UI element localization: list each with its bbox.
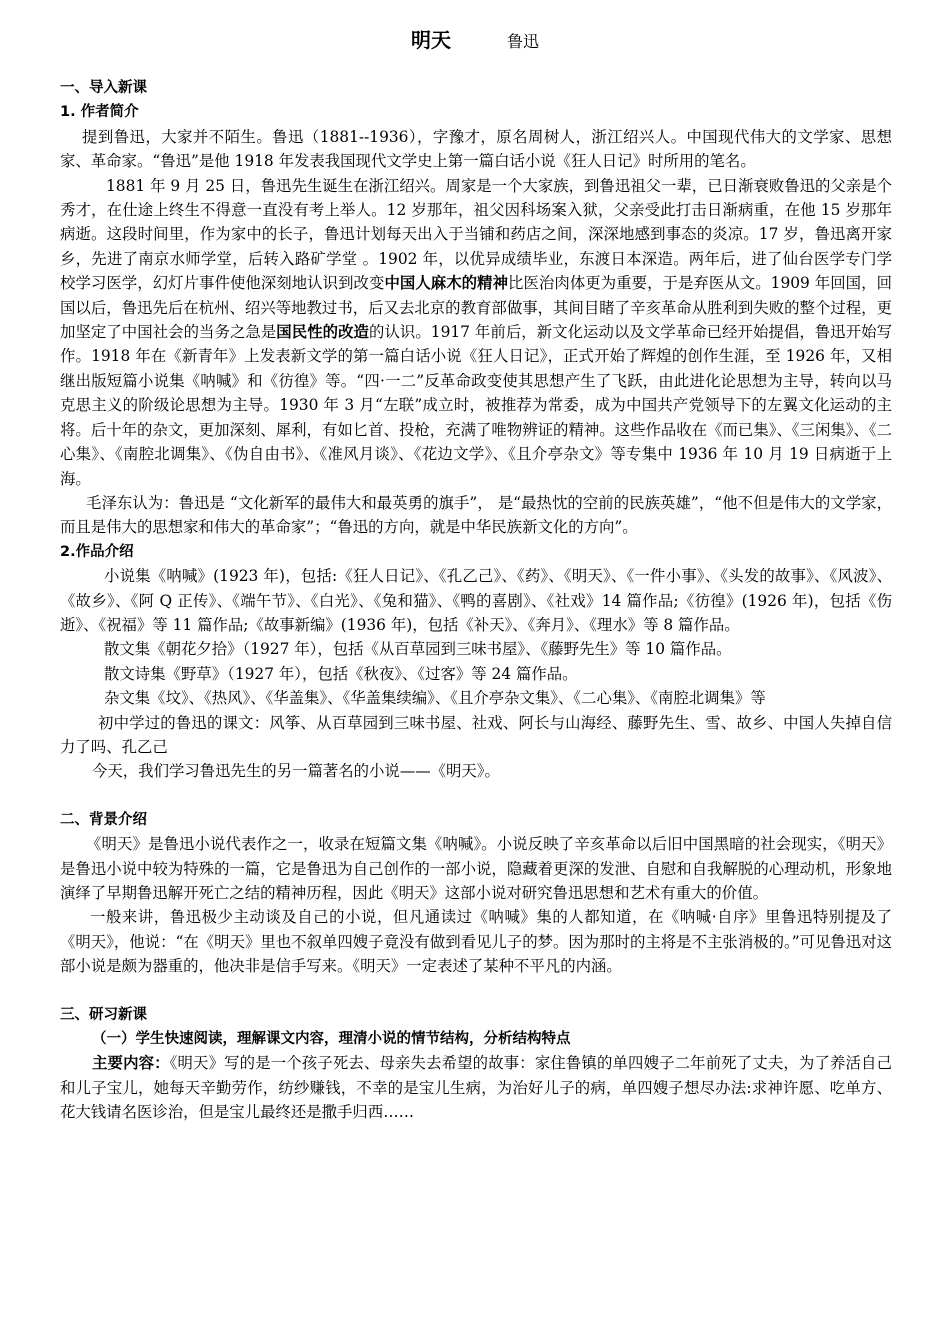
paragraph: 《明天》是鲁迅小说代表作之一，收录在短篇文集《呐喊》。小说反映了辛亥革命以后旧中国黑暗的社会现实，《明天》是鲁迅小说中较为特殊的一篇，它是鲁迅为自己创作的一部小说，隐藏着更深的发泄、自慰和自我解脱的心理动机，形象地演绎了早期鲁迅解开死亡之结的精神历程，因此《明天》这部小说对研究鲁迅思想和艺术有重大的价值。 (60, 835, 892, 902)
paragraph: 提到鲁迅，大家并不陌生。鲁迅（1881--1936），字豫才，原名周树人，浙江绍兴人。中国现代伟大的文学家、思想家、革命家。“鲁迅”是他 1918 年发表我国现代文学史上第一篇白话小说《狂人日记》时所用的笔名。 (60, 127, 892, 171)
doc-title: 明天 (410, 28, 451, 52)
paragraph-main-content (60, 1051, 892, 1124)
paragraph: 今天，我们学习鲁迅先生的另一篇著名的小说——《明天》。 (92, 762, 500, 781)
text-run: 《明天》写的是一个孩子死去、母亲失去希望的故事：家住鲁镇的单四嫂子二年前死了丈夫，为了养活自己和儿子宝儿，她每天辛勤劳作，纺纱赚钱，不幸的是宝儿生病，为治好儿子的病，单四嫂子想尽办法:求神许愿、吃单方、花大钱请名医诊治，但是宝儿最终还是撒手归西…… (60, 1054, 892, 1122)
section-heading-1: 一、导入新课 (60, 80, 147, 96)
section-heading-3: 三、研习新课 (60, 1006, 147, 1023)
paragraph: 初中学过的鲁迅的课文：风筝、从百草园到三味书屋、社戏、阿长与山海经、藤野先生、雪、故乡、中国人失掉自信力了吗、孔乙己 (60, 713, 892, 756)
text-run: 1881 年 9 月 25 日，鲁迅先生诞生在浙江绍兴。周家是一个大家族，到鲁迅祖父一辈，已日渐衰败鲁迅的父亲是个秀才，在仕途上终生不得意一直没有考上举人。12 岁那年，祖父因科场案入狱，父亲受此打击日渐病重，在他 15 岁那年病逝。这段时间里，作为家中的长子，鲁迅计划每天出入于当铺和药店之间，深深地感到事态的炎凉。17 岁，鲁迅离开家乡，先进了南京水师学堂，后转入路矿学堂 。1902 年，以优异成绩毕业，东渡日本深造。两年后，进了仙台医学专门学校学习医学，幻灯片事件使他深刻地认识到改变 (60, 176, 892, 293)
section-heading-2: 二、背景介绍 (60, 811, 147, 828)
subheading-works: 2.作品介绍 (60, 543, 134, 560)
doc-author: 鲁迅 (506, 32, 539, 51)
text-run: 的认识。1917 年前后，新文化运动以及文学革命已经开始提倡，鲁迅开始写作。1918 年在《新青年》上发表新文学的第一篇白话小说《狂人日记》，正式开始了辉煌的创作生涯，至 1926 年，又相继出版短篇小说集《呐喊》和《彷徨》等。“四·一二”反革命政变使其思想产生了飞跃，由此进化论思想为主导，转向以马克思主义的阶级论思想为主导。1930 年 3 月“左联”成立时，被推荐为常委，成为中国共产党领导下的左翼文化运动的主将。后十年的杂文，更加深刻、犀利，有如匕首、投枪，充满了唯物辨证的精神。这些作品收在《而已集》、《三闲集》、《二心集》、《南腔北调集》、《伪自由书》、《准风月谈》、《花边文学》、《且介亭杂文》等专集中 1936 年 10 月 19 日病逝于上海。 (60, 323, 892, 488)
bold-phrase: 中国人麻木的精神 (384, 274, 509, 293)
title-row (0, 24, 950, 53)
paragraph: 小说集《呐喊》(1923 年)，包括:《狂人日记》、《孔乙己》、《药》、《明天》、《一件小事》、《头发的故事》、《风波》、《故乡》、《阿 Q 正传》、《端午节》、《白光》、《兔和猫》、《鸭的喜剧》、《社戏》14 篇作品;《彷徨》(1926 年)，包括《伤逝》、《祝福》等 11 篇作品;《故事新编》(1936 年)，包括《补天》、《奔月》、《理水》等 8 篇作品。 (60, 567, 892, 634)
spacer (60, 784, 892, 808)
subheading-reading: （一）学生快速阅读，理解课文内容，理清小说的情节结构，分析结构特点 (92, 1031, 571, 1048)
doc-body (60, 76, 892, 1125)
bold-phrase: 国民性的改造 (276, 323, 369, 342)
paragraph: 一般来讲，鲁迅极少主动谈及自己的小说，但凡通读过《呐喊》集的人都知道，在《呐喊·自序》里鲁迅特别提及了《明天》，他说：“在《明天》里也不叙单四嫂子竟没有做到看见儿子的梦。因为那时的主将是不主张消极的。”可见鲁迅对这部小说是颇为器重的，他决非是信手写来。《明天》一定表述了某种不平凡的内涵。 (60, 908, 892, 976)
text-run: 比医治肉体更为重要，于是弃医从文。1909 年回国，回国以后，鲁迅先后在杭州、绍兴等地教过书，后又去北京的教育部做事，其间目睹了辛亥革命从胜利到失败的整个过程，更加坚定了中国社会的当务之急是 (60, 274, 892, 342)
paragraph: 散文集《朝花夕拾》（1927 年），包括《从百草园到三味书屋》、《藤野先生》等 10 篇作品。 (104, 640, 732, 659)
bold-label: 主要内容： (92, 1054, 170, 1073)
paragraph-biography (60, 174, 892, 491)
paragraph: 杂文集《坟》、《热风》、《华盖集》、《华盖集续编》、《且介亭杂文集》、《二心集》、《南腔北调集》等 (104, 689, 766, 708)
paragraph: 散文诗集《野草》（1927 年），包括《秋夜》、《过客》等 24 篇作品。 (104, 664, 578, 683)
subheading-author-intro: 1. 作者简介 (60, 104, 139, 121)
paragraph: 毛泽东认为：鲁迅是 “文化新军的最伟大和最英勇的旗手”， 是“最热忱的空前的民族英雄”，“他不但是伟大的文学家，而且是伟大的思想家和伟大的革命家”；“鲁迅的方向，就是中华民族新文化的方向”。 (60, 493, 892, 537)
spacer (60, 979, 892, 1003)
